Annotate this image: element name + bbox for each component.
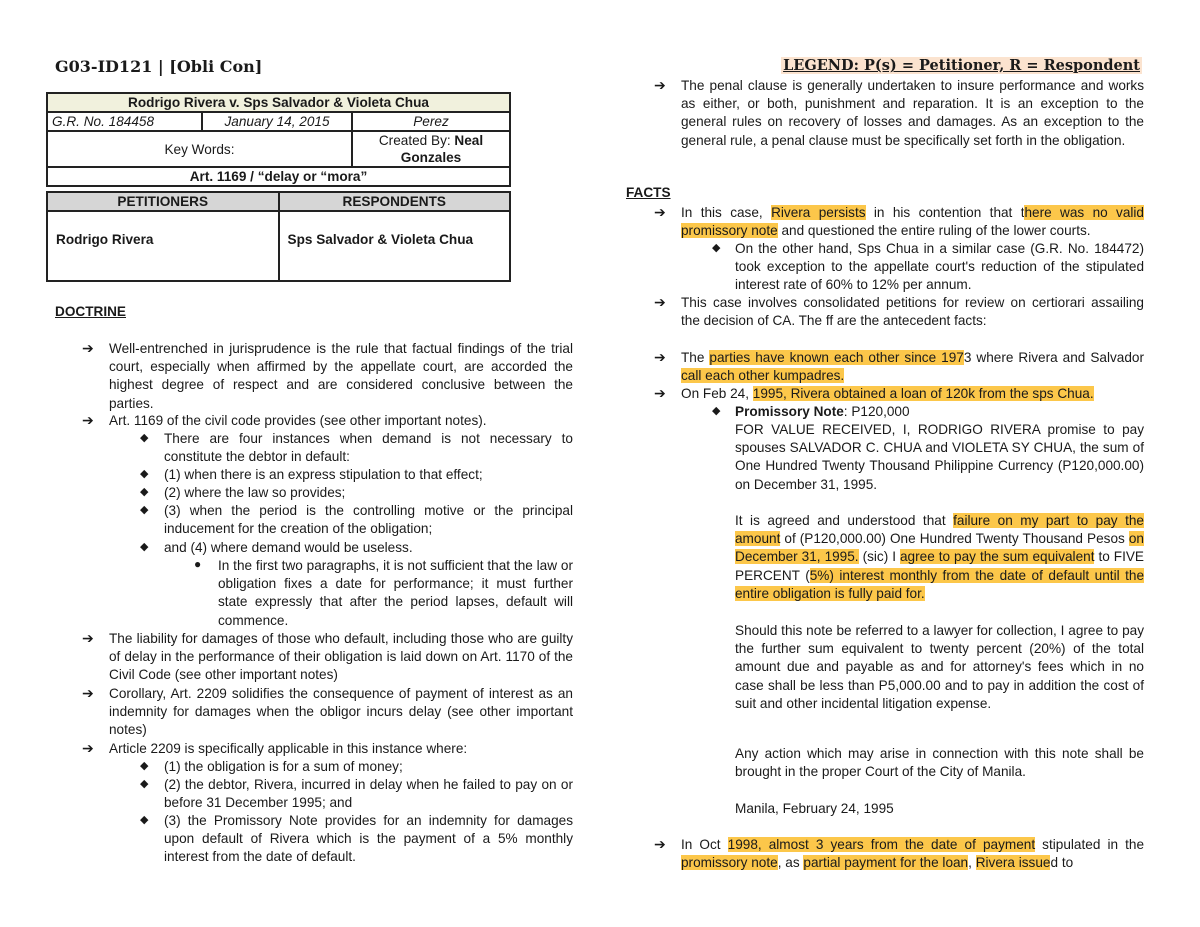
respondents-header: RESPONDENTS xyxy=(279,192,511,211)
document-title: G03-ID121 | [Obli Con] xyxy=(55,57,263,76)
doctrine-item: Article 2209 is specifically applicable in this instance where: xyxy=(109,741,468,756)
doctrine-subitem: There are four instances when demand is not necessary to constitute the debtor in default: xyxy=(164,431,573,465)
legend: LEGEND: P(s) = Petitioner, R = Respondent xyxy=(783,57,1140,74)
promissory-note-text: Should this note be referred to a lawyer for collection, I agree to pay the further sum equivalent to twenty percent (20%) of the total amount due and payable as and for attorney's fees which in no case shall be less than P5,000.00 and to pay in addition the cost of suit and other incidental litigation expense. xyxy=(735,623,1144,711)
petitioner-name: Rodrigo Rivera xyxy=(47,211,279,281)
dot-bullet-icon: ● xyxy=(194,557,202,571)
promissory-note-text: FOR VALUE RECEIVED, I, RODRIGO RIVERA promise to pay spouses SALVADOR C. CHUA and VIOLETA SY CHUA, the sum of One Hundred Twenty Thousand Philippine Currency (P120,000.00) on December 31, 1995. xyxy=(735,422,1144,492)
fact-item: In Oct 1998, almost 3 years from the date of payment stipulated in the promissory note, as partial payment for the loan, Rivera issued to xyxy=(681,837,1144,871)
doctrine-subitem: (3) the Promissory Note provides for an indemnity for damages upon default of Rivera which is the payment of a 5% monthly interest from the date of default. xyxy=(164,813,573,865)
case-info-table xyxy=(46,92,511,187)
diamond-bullet-icon: ◆ xyxy=(140,504,149,516)
fact-item: In this case, Rivera persists in his contention that there was no valid promissory note and questioned the entire ruling of the lower courts. xyxy=(681,205,1144,239)
doctrine-item: Well-entrenched in jurisprudence is the rule that factual findings of the trial court, especially when affirmed by the appellate court, are accorded the highest degree of respect and are considered conclusive between the parties. xyxy=(109,341,573,411)
ponente: Perez xyxy=(352,112,510,131)
doctrine-subitem: (2) where the law so provides; xyxy=(164,485,346,500)
diamond-bullet-icon: ◆ xyxy=(140,814,149,826)
doctrine-heading: DOCTRINE xyxy=(55,304,126,319)
doctrine-subitem: and (4) where demand would be useless. xyxy=(164,540,413,555)
arrow-icon: ➔ xyxy=(654,349,666,365)
arrow-icon: ➔ xyxy=(82,412,94,428)
diamond-bullet-icon: ◆ xyxy=(712,242,721,254)
arrow-icon: ➔ xyxy=(654,77,666,93)
fact-subitem: On the other hand, Sps Chua in a similar case (G.R. No. 184472) took exception to the appellate court's reduction of the stipulated interest rate of 60% to 12% per annum. xyxy=(735,241,1144,293)
doctrine-subitem: (2) the debtor, Rivera, incurred in delay when he failed to pay on or before 31 December 1995; and xyxy=(164,777,573,811)
diamond-bullet-icon: ◆ xyxy=(140,760,149,772)
diamond-bullet-icon: ◆ xyxy=(712,405,721,417)
doctrine-subitem: (1) the obligation is for a sum of money; xyxy=(164,759,403,774)
arrow-icon: ➔ xyxy=(82,740,94,756)
case-name: Rodrigo Rivera v. Sps Salvador & Violeta Chua xyxy=(47,93,510,112)
fact-item: This case involves consolidated petitions for review on certiorari assailing the decision of CA. The ff are the antecedent facts: xyxy=(681,295,1144,329)
diamond-bullet-icon: ◆ xyxy=(140,541,149,553)
doctrine-subsubitem: In the first two paragraphs, it is not sufficient that the law or obligation fixes a date for performance; it must further state expressly that after the period lapses, default will commence. xyxy=(218,558,573,628)
arrow-icon: ➔ xyxy=(82,685,94,701)
respondent-name: Sps Salvador & Violeta Chua xyxy=(279,211,511,281)
keywords-label: Key Words: xyxy=(47,131,352,167)
promissory-note-text: It is agreed and understood that failure on my part to pay the amount of (P120,000.00) One Hundred Twenty Thousand Pesos on December 31, 1995. (sic) I agree to pay the sum equivalent to FIVE PERCENT (5%) interest monthly from the date of default until the entire obligation is fully paid for. xyxy=(735,513,1145,601)
diamond-bullet-icon: ◆ xyxy=(140,486,149,498)
fact-item: On Feb 24, 1995, Rivera obtained a loan of 120k from the sps Chua. xyxy=(681,386,1094,401)
promissory-note-label: Promissory Note: P120,000 xyxy=(735,404,910,419)
doctrine-subitem: (1) when there is an express stipulation to that effect; xyxy=(164,467,483,482)
arrow-icon: ➔ xyxy=(654,836,666,852)
gr-number: G.R. No. 184458 xyxy=(47,112,202,131)
arrow-icon: ➔ xyxy=(654,385,666,401)
arrow-icon: ➔ xyxy=(654,204,666,220)
doctrine-item: Art. 1169 of the civil code provides (see other important notes). xyxy=(109,413,487,428)
arrow-icon: ➔ xyxy=(82,630,94,646)
promissory-note-text: Manila, February 24, 1995 xyxy=(735,801,894,816)
penal-clause-note: The penal clause is generally undertaken to insure performance and works as either, or both, punishment and reparation. It is an exception to the general rules on recovery of losses and damages. As an exception to the general rule, a penal clause must be specifically set forth in the obligation. xyxy=(681,78,1144,148)
arrow-icon: ➔ xyxy=(82,340,94,356)
diamond-bullet-icon: ◆ xyxy=(140,778,149,790)
petitioners-header: PETITIONERS xyxy=(47,192,279,211)
doctrine-item: The liability for damages of those who default, including those who are guilty of delay in the performance of their obligation is laid down on Art. 1170 of the Civil Code (see other important notes) xyxy=(109,631,573,683)
article-reference: Art. 1169 / “delay or “mora” xyxy=(47,167,510,186)
diamond-bullet-icon: ◆ xyxy=(140,432,149,444)
doctrine-subitem: (3) when the period is the controlling motive or the principal inducement for the creation of the obligation; xyxy=(164,503,573,537)
facts-heading: FACTS xyxy=(626,185,671,200)
diamond-bullet-icon: ◆ xyxy=(140,468,149,480)
promissory-note-text: Any action which may arise in connection with this note shall be brought in the proper Court of the City of Manila. xyxy=(735,746,1144,780)
decision-date: January 14, 2015 xyxy=(202,112,352,131)
doctrine-item: Corollary, Art. 2209 solidifies the consequence of payment of interest as an indemnity for damages when the obligor incurs delay (see other important notes) xyxy=(109,686,573,738)
created-by: Created By: Neal Gonzales xyxy=(352,131,510,167)
fact-item: The parties have known each other since 1973 where Rivera and Salvador call each other kumpadres. xyxy=(681,350,1144,384)
parties-table xyxy=(46,191,511,282)
arrow-icon: ➔ xyxy=(654,294,666,310)
